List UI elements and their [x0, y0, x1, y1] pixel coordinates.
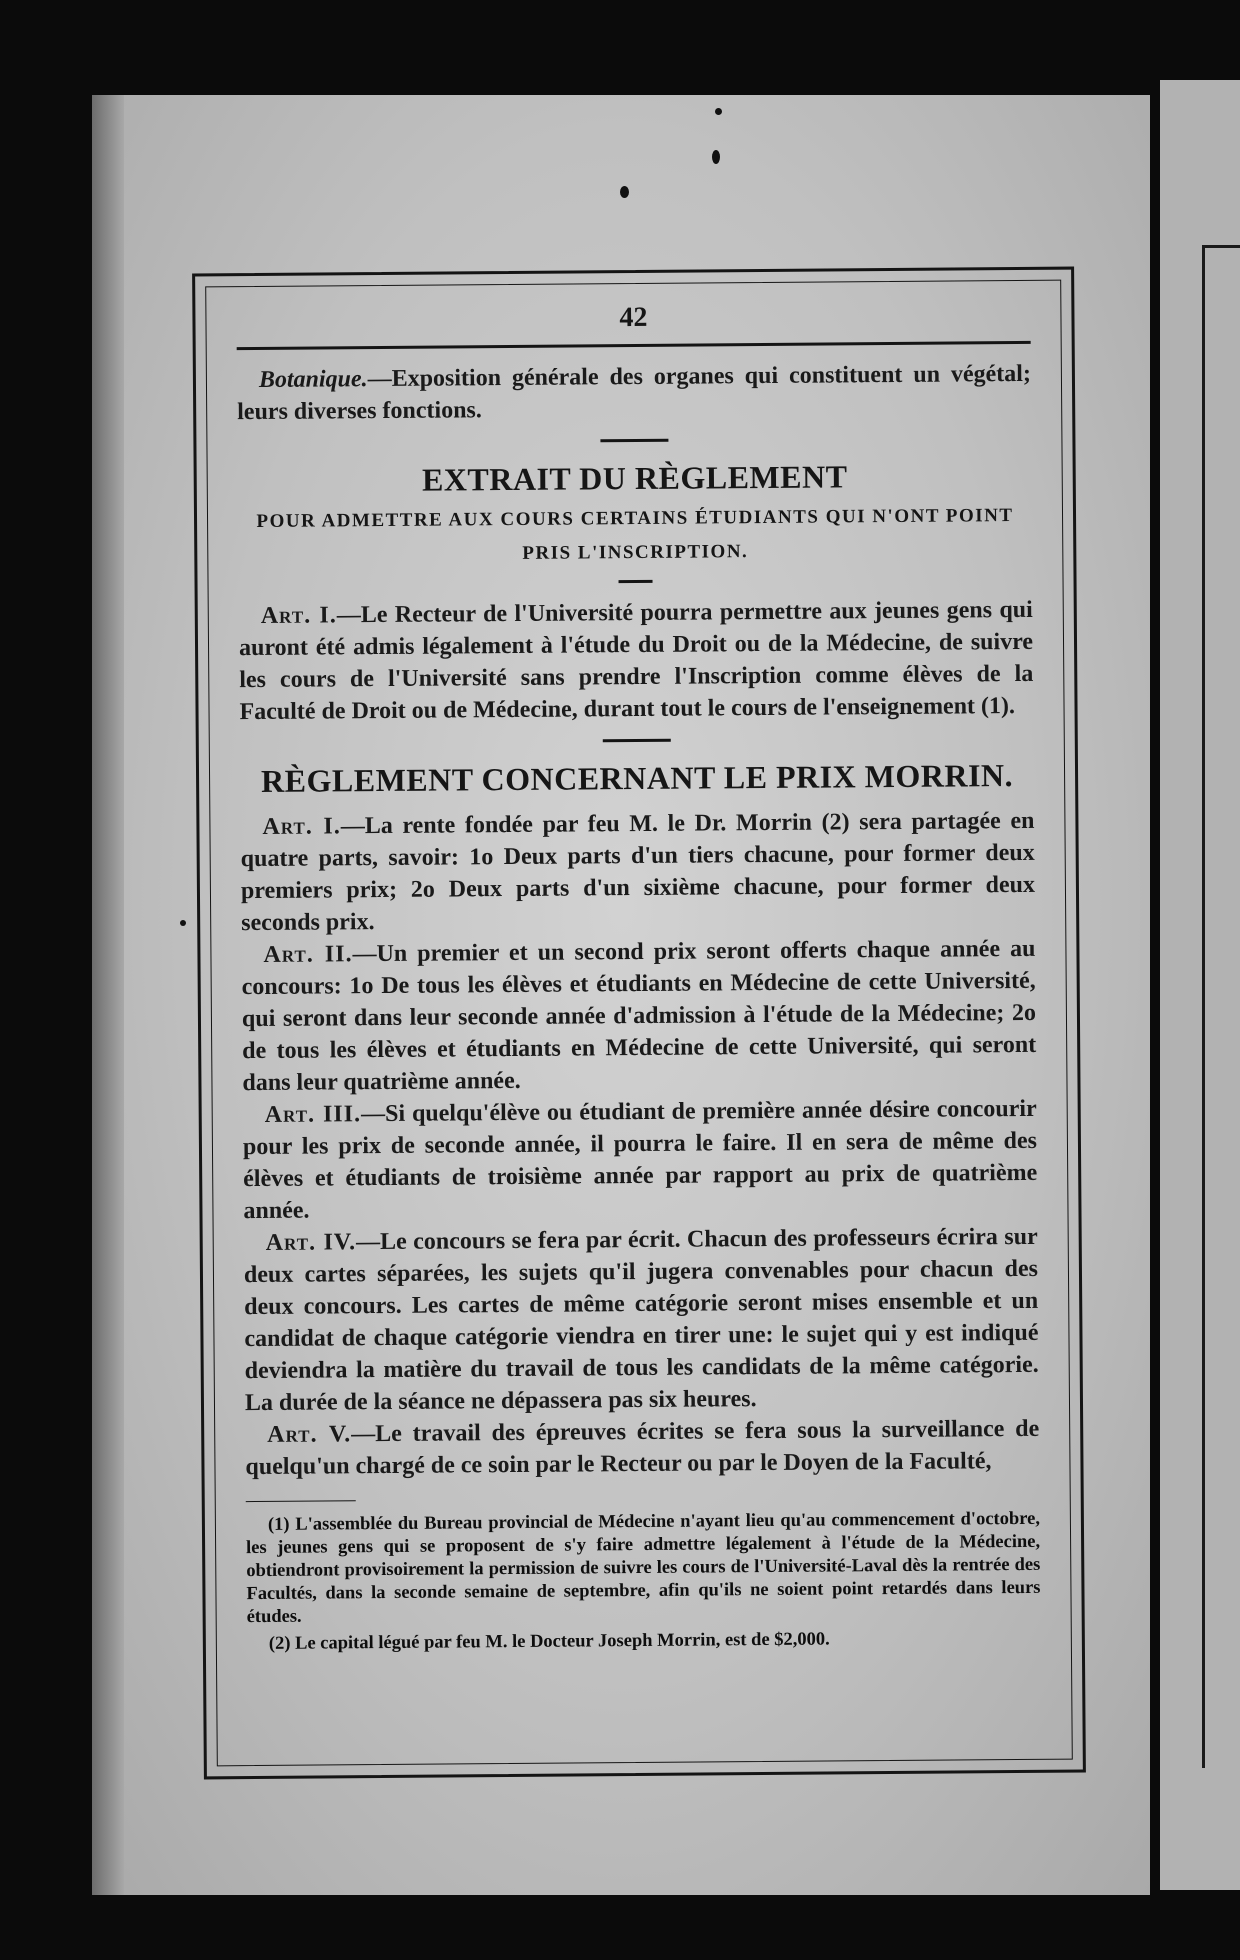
footnote-1: (1) L'assemblée du Bureau provincial de Médecine n'ayant lieu qu'au commencement d'octobre, les jeunes gens qui se proposent de s'y faire admettre légalement à l'étude de la Médecine, obtiendront provisoirement la permission de suivre les cours de l'Université-Laval dès la rentrée des Facultés, dans la seconde semaine de septembre, afin qu'ils ne soient point retardés dans leurs études. — [246, 1508, 1041, 1628]
extrait-article-1 — [239, 594, 1034, 728]
article-text: —Si quelqu'élève ou étudiant de première année désire concourir pour les prix de seconde année, il pourra le faire. Il en sera de même des élèves et étudiants de troisième année par rapport au prix de quatrième année. — [242, 1095, 1038, 1225]
section-divider — [603, 739, 671, 743]
article-label: Art. I. — [262, 813, 341, 840]
extrait-divider — [619, 580, 653, 583]
header-rule — [237, 341, 1031, 350]
section-divider — [600, 439, 668, 443]
botanique-paragraph — [237, 358, 1031, 428]
adjacent-page-frame — [1202, 245, 1240, 1768]
footnote-rule — [246, 1500, 356, 1502]
article-text: —Un premier et un second prix seront offerts chaque année au concours: 1o De tous les élèves et étudiants en Médecine de cette Université, qui seront dans leur seconde année d'admission à l'étude de la Médecine; 2o de tous les élèves et étudiants en Médecine de cette Université, qui seront dans leur quatrième année. — [241, 935, 1037, 1097]
ink-speck — [180, 920, 186, 926]
article-text: —La rente fondée par feu M. le Dr. Morrin (2) sera partagée en quatre parts, savoir: 1o Deux parts d'un tiers chacune, pour former deux premiers prix; 2o Deux parts d'un sixième chacune, pour former deux seconds prix. — [240, 807, 1036, 937]
reglement-article-3 — [243, 1093, 1038, 1227]
ink-speck — [715, 108, 722, 115]
ink-speck — [712, 150, 720, 164]
extrait-subtitle: POUR ADMETTRE AUX COURS CERTAINS ÉTUDIANTS QUI N'ONT POINT PRIS L'INSCRIPTION. — [256, 505, 1014, 564]
article-label: Art. II. — [263, 941, 353, 968]
reglement-article-2 — [241, 933, 1036, 1099]
article-label: Art. III. — [264, 1101, 362, 1128]
article-text: —Le travail des épreuves écrites se fera sous la surveillance de quelqu'un chargé de ce soin par le Recteur ou par le Doyen de la Faculté, — [245, 1415, 1040, 1481]
reglement-article-1 — [240, 805, 1035, 939]
book-spine-shadow — [92, 95, 124, 1895]
reglement-article-5 — [245, 1413, 1039, 1483]
ink-speck — [620, 186, 629, 198]
article-label: Art. I. — [260, 602, 337, 629]
botanique-text: —Exposition générale des organes qui constituent un végétal; leurs diverses fonctions. — [237, 360, 1032, 426]
page-content — [236, 299, 1041, 1660]
page-border-inner — [205, 280, 1073, 1767]
extrait-title: EXTRAIT DU RÈGLEMENT — [421, 458, 848, 498]
footnote-2: (2) Le capital légué par feu M. le Docteur Joseph Morrin, est de $2,000. — [268, 1629, 830, 1654]
article-text: —Le Recteur de l'Université pourra permettre aux jeunes gens qui auront été admis légalement à l'étude du Droit ou de la Médecine, de suivre les cours de l'Université sans prendre l'Inscription comme élèves de la Faculté de Droit ou de Médecine, durant tout le cours de l'enseignement (1). — [238, 596, 1034, 726]
botanique-label: Botanique. — [258, 366, 368, 393]
page-number: 42 — [619, 301, 648, 334]
article-text: —Le concours se fera par écrit. Chacun des professeurs écrira sur deux cartes séparées, les sujets qu'il jugera convenables pour chacun des deux concours. Les cartes de même catégorie seront mises ensemble et un candidat de chaque catégorie viendra en tirer une: le sujet qui y est indiqué deviendra la matière du travail de tous les candidats de la même catégorie. La durée de la séance ne dépassera pas six heures. — [243, 1223, 1039, 1417]
page-border — [192, 267, 1086, 1780]
reglement-title: RÈGLEMENT CONCERNANT LE PRIX MORRIN. — [260, 757, 1014, 799]
reglement-article-4 — [244, 1221, 1039, 1419]
article-label: Art. IV. — [265, 1229, 357, 1256]
article-label: Art. V. — [267, 1421, 352, 1448]
